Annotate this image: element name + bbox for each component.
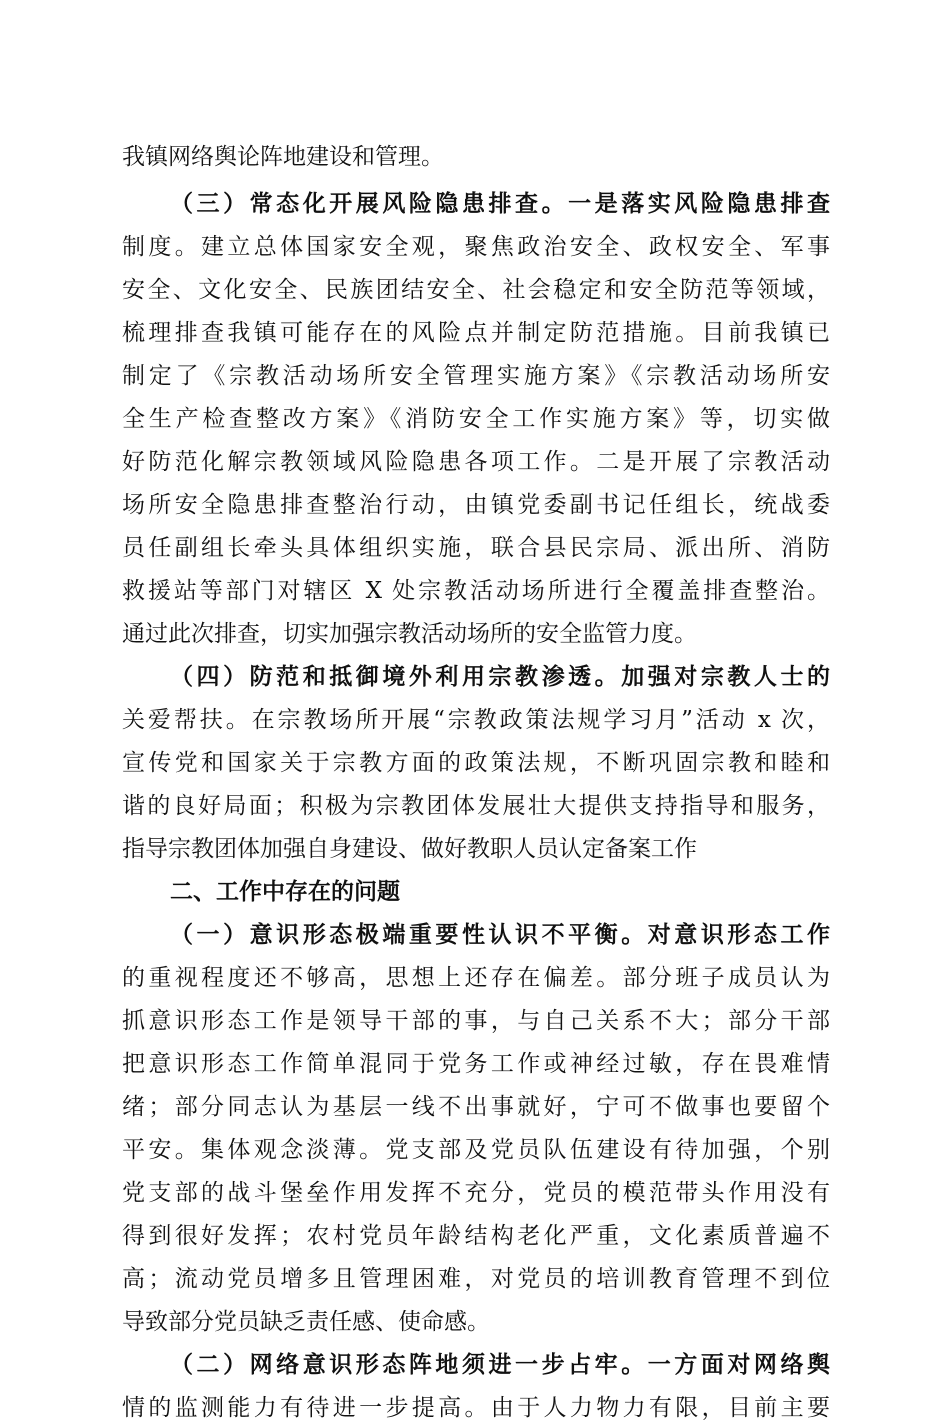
paragraph-line: 得到很好发挥；农村党员年龄结构老化严重，文化素质普遍不 <box>122 1223 830 1249</box>
paragraph-line: 全生产检查整改方案》《消防安全工作实施方案》等，切实做 <box>122 406 830 432</box>
paragraph-line: 指导宗教团体加强自身建设、做好教职人员认定备案工作 <box>122 836 697 862</box>
paragraph-line: 制定了《宗教活动场所安全管理实施方案》《宗教活动场所安 <box>122 363 830 389</box>
paragraph-line: 导致部分党员缺乏责任感、使命感。 <box>122 1309 490 1335</box>
chapter-heading: 二、工作中存在的问题 <box>170 879 400 905</box>
paragraph-line: 高；流动党员增多且管理困难，对党员的培训教育管理不到位 <box>122 1266 830 1292</box>
paragraph-line: 绪；部分同志认为基层一线不出事就好，宁可不做事也要留个 <box>122 1094 830 1120</box>
section-heading-line: （二）网络意识形态阵地须进一步占牢。一方面对网络舆 <box>170 1352 830 1378</box>
paragraph-line: 员任副组长牵头具体组织实施，联合县民宗局、派出所、消防 <box>122 535 830 561</box>
paragraph-line: 谐的良好局面；积极为宗教团体发展壮大提供支持指导和服务， <box>122 793 830 819</box>
paragraph-line: 党支部的战斗堡垒作用发挥不充分，党员的模范带头作用没有 <box>122 1180 830 1206</box>
paragraph-line: 通过此次排查，切实加强宗教活动场所的安全监管力度。 <box>122 621 697 647</box>
section-heading-line: （三）常态化开展风险隐患排查。一是落实风险隐患排查 <box>170 191 830 217</box>
paragraph-line: 救援站等部门对辖区 X 处宗教活动场所进行全覆盖排查整治。 <box>122 578 830 604</box>
paragraph-line: 好防范化解宗教领域风险隐患各项工作。二是开展了宗教活动 <box>122 449 830 475</box>
paragraph-line: 安全、文化安全、民族团结安全、社会稳定和安全防范等领域， <box>122 277 830 303</box>
paragraph-line: 制度。建立总体国家安全观，聚焦政治安全、政权安全、军事 <box>122 234 830 260</box>
paragraph-line: 关爱帮扶。在宗教场所开展“宗教政策法规学习月”活动 x 次， <box>122 707 830 733</box>
paragraph-line: 情的监测能力有待进一步提高。由于人力物力有限，目前主要 <box>122 1395 830 1421</box>
paragraph-line: 抓意识形态工作是领导干部的事，与自己关系不大；部分干部 <box>122 1008 830 1034</box>
paragraph-line: 场所安全隐患排查整治行动，由镇党委副书记任组长，统战委 <box>122 492 830 518</box>
paragraph-line: 梳理排查我镇可能存在的风险点并制定防范措施。目前我镇已 <box>122 320 830 346</box>
paragraph-line: 的重视程度还不够高，思想上还存在偏差。部分班子成员认为 <box>122 965 830 991</box>
paragraph-line: 平安。集体观念淡薄。党支部及党员队伍建设有待加强，个别 <box>122 1137 830 1163</box>
paragraph-line: 把意识形态工作简单混同于党务工作或神经过敏，存在畏难情 <box>122 1051 830 1077</box>
paragraph-line: 宣传党和国家关于宗教方面的政策法规，不断巩固宗教和睦和 <box>122 750 830 776</box>
paragraph-line: 我镇网络舆论阵地建设和管理。 <box>122 144 444 170</box>
section-heading-line: （四）防范和抵御境外利用宗教渗透。加强对宗教人士的 <box>170 664 830 690</box>
section-heading-line: （一）意识形态极端重要性认识不平衡。对意识形态工作 <box>170 922 830 948</box>
